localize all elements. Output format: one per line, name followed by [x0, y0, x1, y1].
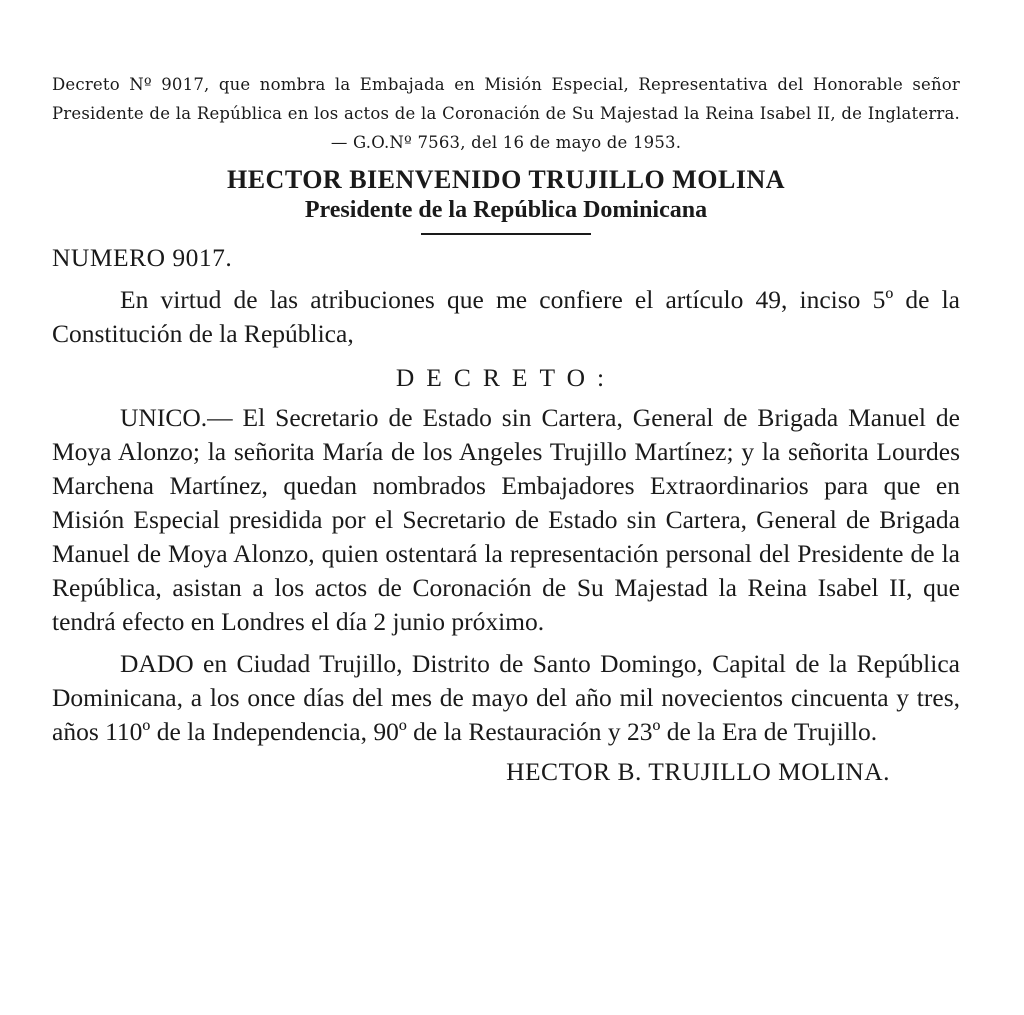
- president-office: Presidente de la República Dominicana: [304, 197, 708, 223]
- decree-page: [52, 70, 960, 789]
- preamble-paragraph: En virtud de las atribuciones que me confiere el artículo 49, inciso 5º de la Constitución de la República,: [52, 285, 960, 348]
- decreto-heading: DECRETO:: [395, 363, 617, 392]
- signature: HECTOR B. TRUJILLO MOLINA.: [506, 757, 890, 786]
- decree-summary: Decreto Nº 9017, que nombra la Embajada en Misión Especial, Representativa del Honorable señor Presidente de la República en los actos de la Coronación de Su Majestad la Reina Isabel II, de Inglaterra.— G.O.Nº 7563, del 16 de mayo de 1953.: [52, 75, 960, 152]
- unico-paragraph: UNICO.— El Secretario de Estado sin Cartera, General de Brigada Manuel de Moya Alonzo; la señorita María de los Angeles Trujillo Martínez; y la señorita Lourdes Marchena Martínez, quedan nombrados Embajadores Extraordinarios para que en Misión Especial presidida por el Secretario de Estado sin Cartera, General de Brigada Manuel de Moya Alonzo, quien ostentará la representación personal del Presidente de la República, asistan a los actos de Coronación de Su Majestad la Reina Isabel II, que tendrá efecto en Londres el día 2 junio próximo.: [52, 403, 960, 636]
- decree-number: NUMERO 9017.: [52, 243, 233, 272]
- decree-heading: [52, 165, 960, 235]
- dado-paragraph: DADO en Ciudad Trujillo, Distrito de Santo Domingo, Capital de la República Dominicana, a los once días del mes de mayo del año mil novecientos cincuenta y tres, años 110º de la Independencia, 90º de la Restauración y 23º de la Era de Trujillo.: [52, 649, 960, 746]
- president-name: HECTOR BIENVENIDO TRUJILLO MOLINA: [226, 165, 786, 194]
- heading-divider: [421, 233, 591, 235]
